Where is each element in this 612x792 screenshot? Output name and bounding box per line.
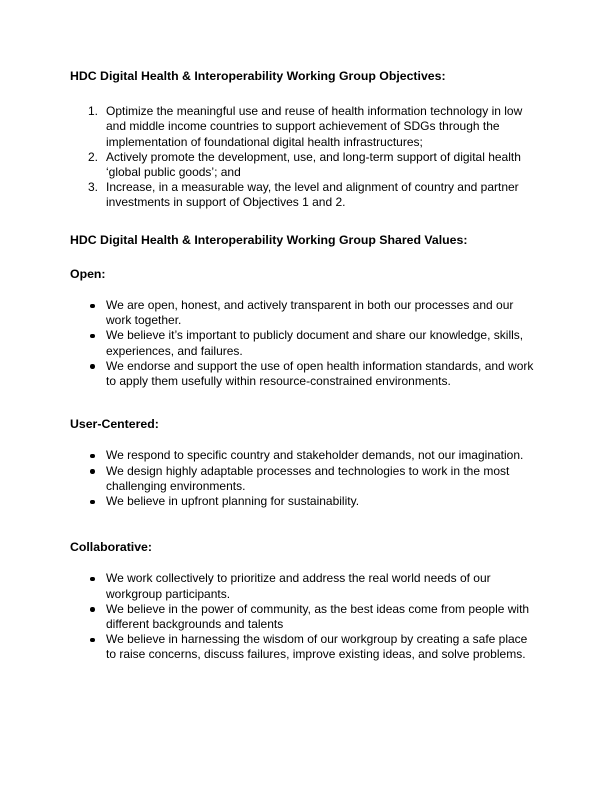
objectives-heading: HDC Digital Health & Interoperability Working Group Objectives: [70, 69, 446, 83]
list-item [70, 571, 540, 601]
section-title-collaborative: Collaborative: [70, 540, 152, 555]
list-item [70, 328, 540, 358]
section-title-open: Open: [70, 266, 106, 281]
objective-text: Optimize the meaningful use and reuse of health information technology in low and middle income countries to support achievement of SDGs through the implementation of foundational digital health infrastructures; [106, 104, 523, 149]
section-title-user-centered: User-Centered: [70, 417, 159, 432]
bullet-icon [90, 607, 95, 612]
list-item [70, 448, 540, 463]
open-bullet-list [70, 298, 540, 389]
objective-text: Actively promote the development, use, and long-term support of digital health ‘global public goods’; and [106, 149, 521, 180]
objective-number: 3. [88, 180, 99, 195]
objectives-list [70, 104, 540, 210]
list-item [70, 494, 540, 509]
bullet-text: We believe it’s important to publicly document and share our knowledge, skills, experiences, and failures. [106, 328, 524, 358]
bullet-icon [90, 469, 95, 474]
bullet-icon [90, 638, 95, 643]
objective-number: 2. [88, 149, 99, 164]
document-content [70, 69, 540, 663]
list-item [70, 298, 540, 328]
list-item [70, 464, 540, 494]
bullet-icon [90, 500, 95, 505]
bullet-icon [90, 577, 95, 582]
user-centered-bullet-list [70, 448, 540, 509]
bullet-text: We work collectively to prioritize and address the real world needs of our workgroup participants. [106, 571, 491, 601]
collaborative-bullet-list [70, 571, 540, 662]
bullet-icon [90, 364, 95, 369]
bullet-text: We endorse and support the use of open health information standards, and work to apply them usefully within resource-constrained environments. [106, 358, 534, 389]
bullet-icon [90, 304, 95, 309]
bullet-text: We believe in harnessing the wisdom of our workgroup by creating a safe place to raise concerns, discuss failures, improve existing ideas, and solve problems. [106, 632, 528, 662]
values-heading: HDC Digital Health & Interoperability Working Group Shared Values: [70, 232, 468, 247]
objective-item [70, 180, 540, 210]
bullet-text: We respond to specific country and stakeholder demands, not our imagination. [106, 448, 524, 463]
bullet-text: We believe in upfront planning for sustainability. [106, 494, 360, 509]
objective-number: 1. [88, 104, 99, 119]
list-item [70, 359, 540, 389]
objective-text: Increase, in a measurable way, the level and alignment of country and partner investments in support of Objectives 1 and 2. [106, 180, 519, 210]
bullet-icon [90, 454, 95, 459]
objective-item [70, 104, 540, 150]
bullet-icon [90, 334, 95, 339]
bullet-text: We believe in the power of community, as the best ideas come from people with different backgrounds and talents [106, 601, 530, 632]
list-item [70, 632, 540, 662]
list-item [70, 602, 540, 632]
bullet-text: We are open, honest, and actively transparent in both our processes and our work together. [106, 298, 514, 328]
objective-item [70, 150, 540, 180]
bullet-text: We design highly adaptable processes and technologies to work in the most challenging environments. [106, 463, 510, 493]
